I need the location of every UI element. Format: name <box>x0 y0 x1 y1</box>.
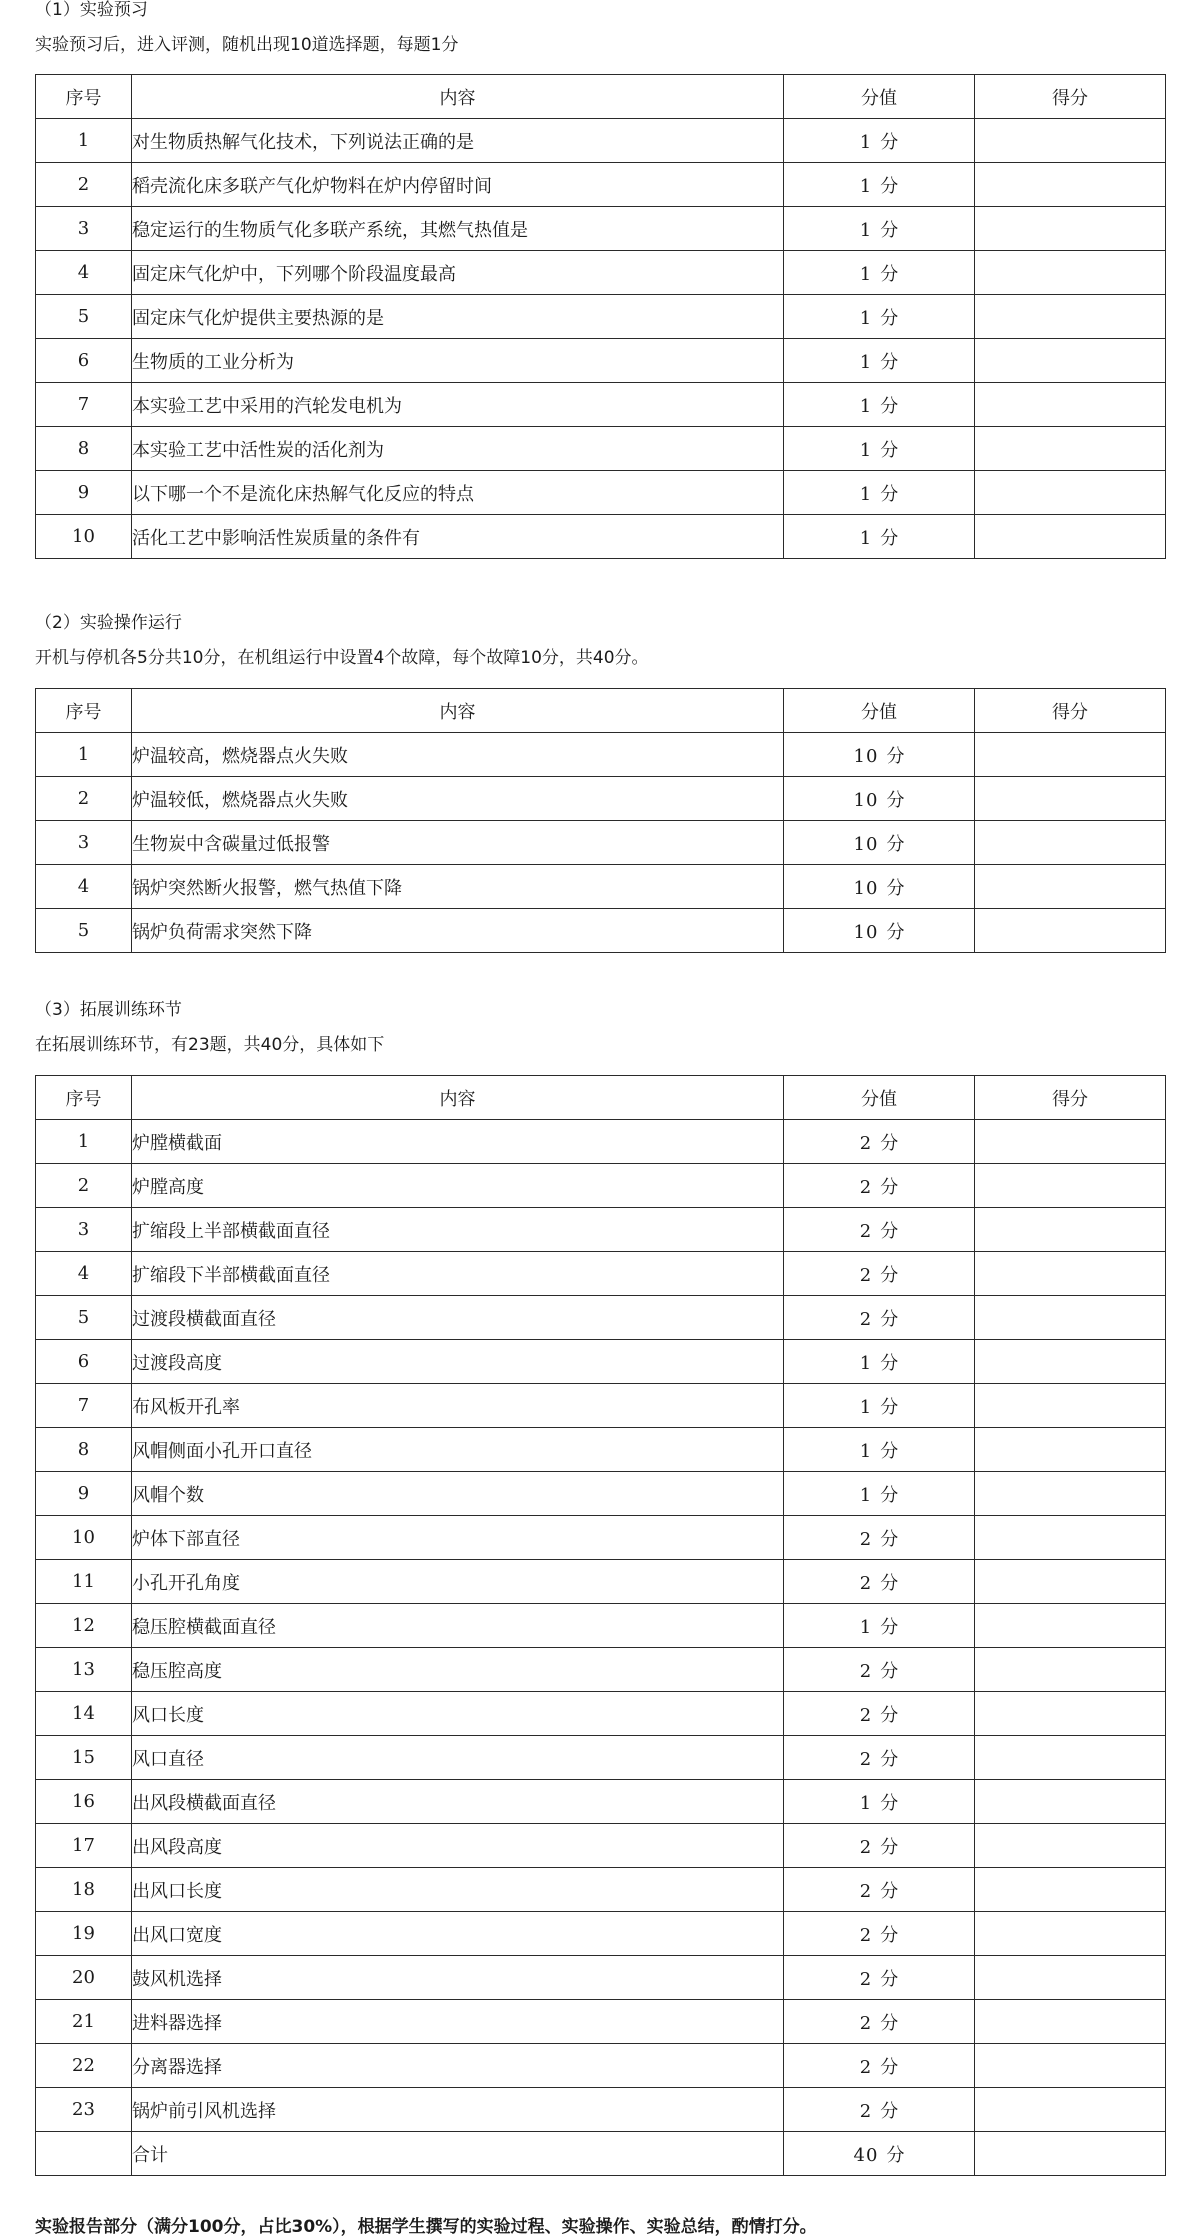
row-score-cell <box>975 471 1166 515</box>
row-value: 10 <box>853 833 879 855</box>
row-content: 对生物质热解气化技术，下列说法正确的是 <box>132 119 784 163</box>
row-unit: 分 <box>880 1308 899 1330</box>
table-row <box>36 1956 1166 2000</box>
table-row <box>36 1296 1166 1340</box>
row-number: 3 <box>36 207 132 251</box>
table-row <box>36 515 1166 559</box>
row-value: 2 <box>859 1572 873 1594</box>
row-value: 1 <box>859 439 873 461</box>
row-unit: 分 <box>880 351 899 373</box>
row-value-cell <box>784 207 975 251</box>
row-value-cell <box>784 1956 975 2000</box>
row-content: 生物质的工业分析为 <box>132 339 784 383</box>
row-unit: 分 <box>880 2100 899 2122</box>
row-number: 11 <box>36 1560 132 1604</box>
row-value-cell <box>784 1648 975 1692</box>
row-value-cell <box>784 865 975 909</box>
row-score-cell <box>975 119 1166 163</box>
row-value: 10 <box>853 921 879 943</box>
row-number: 2 <box>36 777 132 821</box>
section3-table <box>35 1075 1166 2176</box>
table-row <box>36 865 1166 909</box>
row-number: 16 <box>36 1780 132 1824</box>
row-unit: 分 <box>880 1440 899 1462</box>
section1-title: （1）实验预习 <box>35 0 148 20</box>
table-row <box>36 1692 1166 1736</box>
row-value-cell <box>784 1560 975 1604</box>
row-value-cell <box>784 1252 975 1296</box>
table-row <box>36 383 1166 427</box>
table-row <box>36 295 1166 339</box>
header-score: 得分 <box>975 689 1166 733</box>
row-content: 固定床气化炉提供主要热源的是 <box>132 295 784 339</box>
row-value: 1 <box>859 219 873 241</box>
row-content: 稳压腔横截面直径 <box>132 1604 784 1648</box>
row-value-cell <box>784 2088 975 2132</box>
row-content: 锅炉突然断火报警，燃气热值下降 <box>132 865 784 909</box>
row-unit: 分 <box>880 483 899 505</box>
row-score-cell <box>975 1472 1166 1516</box>
row-score-cell <box>975 2000 1166 2044</box>
row-value: 2 <box>859 2100 873 2122</box>
row-value-cell <box>784 383 975 427</box>
section2-description: 开机与停机各5分共10分，在机组运行中设置4个故障，每个故障10分，共40分。 <box>35 648 649 668</box>
row-number: 6 <box>36 1340 132 1384</box>
row-unit: 分 <box>880 307 899 329</box>
row-score-cell <box>975 2088 1166 2132</box>
row-unit: 分 <box>880 439 899 461</box>
row-score-cell <box>975 1648 1166 1692</box>
row-number: 22 <box>36 2044 132 2088</box>
row-number: 4 <box>36 865 132 909</box>
row-unit: 分 <box>880 1396 899 1418</box>
row-value: 2 <box>859 1264 873 1286</box>
report-note: 实验报告部分（满分100分，占比30%），根据学生撰写的实验过程、实验操作、实验总结，酌情打分。 <box>35 2217 817 2237</box>
row-number: 2 <box>36 1164 132 1208</box>
header-score: 得分 <box>975 1076 1166 1120</box>
table-row <box>36 2088 1166 2132</box>
section1-description: 实验预习后，进入评测，随机出现10道选择题，每题1分 <box>35 35 459 55</box>
row-number: 7 <box>36 383 132 427</box>
row-value: 1 <box>859 1616 873 1638</box>
row-content: 分离器选择 <box>132 2044 784 2088</box>
table-row <box>36 1824 1166 1868</box>
section3-description: 在拓展训练环节，有23题，共40分，具体如下 <box>35 1035 385 1055</box>
row-number: 7 <box>36 1384 132 1428</box>
row-value: 2 <box>859 2012 873 2034</box>
table-row <box>36 1120 1166 1164</box>
table-row <box>36 2000 1166 2044</box>
row-content: 风口长度 <box>132 1692 784 1736</box>
row-value: 1 <box>859 483 873 505</box>
row-unit: 分 <box>880 1528 899 1550</box>
row-value: 10 <box>853 789 879 811</box>
row-content: 出风口宽度 <box>132 1912 784 1956</box>
row-content: 活化工艺中影响活性炭质量的条件有 <box>132 515 784 559</box>
row-number: 3 <box>36 821 132 865</box>
row-score-cell <box>975 1296 1166 1340</box>
row-content: 炉膛高度 <box>132 1164 784 1208</box>
row-value-cell <box>784 2044 975 2088</box>
row-content: 稳压腔高度 <box>132 1648 784 1692</box>
row-unit: 分 <box>880 219 899 241</box>
table-row <box>36 1472 1166 1516</box>
row-value-cell <box>784 777 975 821</box>
row-unit: 分 <box>886 833 905 855</box>
table-row <box>36 1516 1166 1560</box>
row-value: 1 <box>859 1396 873 1418</box>
row-score-cell <box>975 1340 1166 1384</box>
row-number: 14 <box>36 1692 132 1736</box>
row-number: 23 <box>36 2088 132 2132</box>
row-score-cell <box>975 1428 1166 1472</box>
row-score-cell <box>975 1120 1166 1164</box>
row-score-cell <box>975 1824 1166 1868</box>
row-score-cell <box>975 1164 1166 1208</box>
row-value: 10 <box>853 745 879 767</box>
table-row <box>36 1736 1166 1780</box>
section3-title: （3）拓展训练环节 <box>35 1000 182 1020</box>
row-value: 2 <box>859 1836 873 1858</box>
table-row <box>36 1252 1166 1296</box>
row-unit: 分 <box>880 1968 899 1990</box>
row-score-cell <box>975 865 1166 909</box>
table-row <box>36 733 1166 777</box>
row-value-cell <box>784 1164 975 1208</box>
row-value-cell <box>784 1428 975 1472</box>
row-value-cell <box>784 119 975 163</box>
row-value: 1 <box>859 1440 873 1462</box>
header-value: 分值 <box>784 1076 975 1120</box>
header-content: 内容 <box>132 1076 784 1120</box>
row-value-cell <box>784 1340 975 1384</box>
table-row <box>36 1780 1166 1824</box>
header-no: 序号 <box>36 1076 132 1120</box>
row-value-cell <box>784 909 975 953</box>
row-value: 1 <box>859 1792 873 1814</box>
row-value: 2 <box>859 1308 873 1330</box>
row-number: 5 <box>36 1296 132 1340</box>
table-row <box>36 163 1166 207</box>
row-value: 1 <box>859 307 873 329</box>
row-score-cell <box>975 251 1166 295</box>
row-value-cell <box>784 2000 975 2044</box>
row-content: 出风段横截面直径 <box>132 1780 784 1824</box>
row-value-cell <box>784 471 975 515</box>
row-value-cell <box>784 339 975 383</box>
row-score-cell <box>975 1912 1166 1956</box>
row-value: 1 <box>859 351 873 373</box>
row-content: 炉体下部直径 <box>132 1516 784 1560</box>
table-row <box>36 1868 1166 1912</box>
row-content: 稳定运行的生物质气化多联产系统，其燃气热值是 <box>132 207 784 251</box>
row-content: 鼓风机选择 <box>132 1956 784 2000</box>
row-score-cell <box>975 515 1166 559</box>
row-unit: 分 <box>880 1616 899 1638</box>
row-score-cell <box>975 1252 1166 1296</box>
row-value-cell <box>784 1692 975 1736</box>
row-unit: 分 <box>886 877 905 899</box>
section1-table <box>35 74 1166 559</box>
row-content: 扩缩段上半部横截面直径 <box>132 1208 784 1252</box>
row-unit: 分 <box>880 527 899 549</box>
total-value: 40 <box>853 2144 879 2166</box>
row-value: 1 <box>859 1484 873 1506</box>
total-score-cell <box>975 2132 1166 2176</box>
row-unit: 分 <box>880 1792 899 1814</box>
row-number: 1 <box>36 1120 132 1164</box>
row-value-cell <box>784 1868 975 1912</box>
row-value-cell <box>784 515 975 559</box>
row-content: 风帽侧面小孔开口直径 <box>132 1428 784 1472</box>
row-content: 炉温较高，燃烧器点火失败 <box>132 733 784 777</box>
row-content: 风口直径 <box>132 1736 784 1780</box>
row-value: 1 <box>859 131 873 153</box>
header-content: 内容 <box>132 689 784 733</box>
row-value-cell <box>784 1472 975 1516</box>
table-row <box>36 119 1166 163</box>
total-value-cell <box>784 2132 975 2176</box>
header-score: 得分 <box>975 75 1166 119</box>
table-header-row <box>36 689 1166 733</box>
table-row <box>36 1604 1166 1648</box>
section2-title: （2）实验操作运行 <box>35 613 182 633</box>
row-value-cell <box>784 251 975 295</box>
row-value: 2 <box>859 1660 873 1682</box>
row-number: 8 <box>36 1428 132 1472</box>
row-unit: 分 <box>880 1484 899 1506</box>
row-unit: 分 <box>880 395 899 417</box>
row-value-cell <box>784 1780 975 1824</box>
row-number: 4 <box>36 251 132 295</box>
row-unit: 分 <box>880 1704 899 1726</box>
row-number: 6 <box>36 339 132 383</box>
row-value-cell <box>784 733 975 777</box>
total-row <box>36 2132 1166 2176</box>
header-value: 分值 <box>784 689 975 733</box>
row-content: 稻壳流化床多联产气化炉物料在炉内停留时间 <box>132 163 784 207</box>
row-content: 锅炉负荷需求突然下降 <box>132 909 784 953</box>
row-score-cell <box>975 777 1166 821</box>
total-unit: 分 <box>886 2144 905 2166</box>
table-row <box>36 2044 1166 2088</box>
row-value: 1 <box>859 175 873 197</box>
row-score-cell <box>975 1956 1166 2000</box>
row-value-cell <box>784 1384 975 1428</box>
row-value: 2 <box>859 1748 873 1770</box>
row-unit: 分 <box>880 1836 899 1858</box>
row-score-cell <box>975 295 1166 339</box>
row-score-cell <box>975 207 1166 251</box>
row-content: 以下哪一个不是流化床热解气化反应的特点 <box>132 471 784 515</box>
row-unit: 分 <box>880 263 899 285</box>
row-value: 2 <box>859 1176 873 1198</box>
row-unit: 分 <box>886 789 905 811</box>
row-value: 2 <box>859 1132 873 1154</box>
row-value-cell <box>784 1208 975 1252</box>
row-number: 20 <box>36 1956 132 2000</box>
row-value-cell <box>784 1824 975 1868</box>
row-value: 2 <box>859 1704 873 1726</box>
row-score-cell <box>975 733 1166 777</box>
row-value-cell <box>784 1296 975 1340</box>
row-score-cell <box>975 1692 1166 1736</box>
row-unit: 分 <box>880 2012 899 2034</box>
row-unit: 分 <box>880 1220 899 1242</box>
total-label: 合计 <box>132 2132 784 2176</box>
row-number: 1 <box>36 119 132 163</box>
row-value-cell <box>784 295 975 339</box>
table-row <box>36 909 1166 953</box>
row-value: 1 <box>859 263 873 285</box>
row-score-cell <box>975 339 1166 383</box>
row-unit: 分 <box>880 1352 899 1374</box>
row-unit: 分 <box>880 131 899 153</box>
row-unit: 分 <box>886 921 905 943</box>
row-score-cell <box>975 1208 1166 1252</box>
row-value: 2 <box>859 1968 873 1990</box>
row-score-cell <box>975 1604 1166 1648</box>
row-unit: 分 <box>880 1880 899 1902</box>
row-value: 2 <box>859 1528 873 1550</box>
row-content: 进料器选择 <box>132 2000 784 2044</box>
row-content: 固定床气化炉中，下列哪个阶段温度最高 <box>132 251 784 295</box>
row-number: 15 <box>36 1736 132 1780</box>
row-content: 本实验工艺中采用的汽轮发电机为 <box>132 383 784 427</box>
row-number: 9 <box>36 471 132 515</box>
row-value-cell <box>784 821 975 865</box>
row-content: 生物炭中含碳量过低报警 <box>132 821 784 865</box>
row-content: 出风段高度 <box>132 1824 784 1868</box>
row-score-cell <box>975 163 1166 207</box>
row-content: 风帽个数 <box>132 1472 784 1516</box>
table-row <box>36 471 1166 515</box>
row-number: 5 <box>36 909 132 953</box>
row-score-cell <box>975 909 1166 953</box>
section2-table <box>35 688 1166 953</box>
row-value: 2 <box>859 1924 873 1946</box>
row-unit: 分 <box>880 175 899 197</box>
row-value: 2 <box>859 1220 873 1242</box>
row-number: 17 <box>36 1824 132 1868</box>
row-content: 布风板开孔率 <box>132 1384 784 1428</box>
row-content: 小孔开孔角度 <box>132 1560 784 1604</box>
table-row <box>36 1340 1166 1384</box>
row-unit: 分 <box>880 1748 899 1770</box>
row-unit: 分 <box>880 1660 899 1682</box>
table-row <box>36 777 1166 821</box>
row-score-cell <box>975 1736 1166 1780</box>
row-content: 炉膛横截面 <box>132 1120 784 1164</box>
header-content: 内容 <box>132 75 784 119</box>
row-value-cell <box>784 163 975 207</box>
row-number: 8 <box>36 427 132 471</box>
row-value: 1 <box>859 395 873 417</box>
row-value-cell <box>784 1120 975 1164</box>
row-score-cell <box>975 383 1166 427</box>
row-score-cell <box>975 821 1166 865</box>
row-number: 10 <box>36 515 132 559</box>
row-unit: 分 <box>880 1176 899 1198</box>
row-unit: 分 <box>880 1264 899 1286</box>
table-header-row <box>36 75 1166 119</box>
row-score-cell <box>975 1560 1166 1604</box>
table-row <box>36 1208 1166 1252</box>
row-number: 10 <box>36 1516 132 1560</box>
row-score-cell <box>975 1384 1166 1428</box>
row-content: 过渡段高度 <box>132 1340 784 1384</box>
table-header-row <box>36 1076 1166 1120</box>
row-value-cell <box>784 427 975 471</box>
row-number: 12 <box>36 1604 132 1648</box>
row-unit: 分 <box>880 1924 899 1946</box>
row-number: 21 <box>36 2000 132 2044</box>
header-no: 序号 <box>36 689 132 733</box>
row-value: 2 <box>859 2056 873 2078</box>
row-content: 炉温较低，燃烧器点火失败 <box>132 777 784 821</box>
row-number: 2 <box>36 163 132 207</box>
row-number: 4 <box>36 1252 132 1296</box>
row-number: 13 <box>36 1648 132 1692</box>
row-score-cell <box>975 2044 1166 2088</box>
table-row <box>36 427 1166 471</box>
row-score-cell <box>975 1516 1166 1560</box>
table-row <box>36 1560 1166 1604</box>
row-unit: 分 <box>880 1132 899 1154</box>
row-value-cell <box>784 1516 975 1560</box>
row-value-cell <box>784 1912 975 1956</box>
table-row <box>36 1912 1166 1956</box>
table-row <box>36 207 1166 251</box>
table-row <box>36 821 1166 865</box>
table-row <box>36 1384 1166 1428</box>
row-value-cell <box>784 1604 975 1648</box>
row-value: 1 <box>859 1352 873 1374</box>
row-value: 10 <box>853 877 879 899</box>
header-no: 序号 <box>36 75 132 119</box>
row-value: 2 <box>859 1880 873 1902</box>
row-number: 3 <box>36 1208 132 1252</box>
row-unit: 分 <box>880 2056 899 2078</box>
row-number: 5 <box>36 295 132 339</box>
table-row <box>36 1428 1166 1472</box>
row-number: 9 <box>36 1472 132 1516</box>
table-row <box>36 339 1166 383</box>
row-number: 1 <box>36 733 132 777</box>
table-row <box>36 1648 1166 1692</box>
row-value-cell <box>784 1736 975 1780</box>
row-content: 出风口长度 <box>132 1868 784 1912</box>
row-content: 本实验工艺中活性炭的活化剂为 <box>132 427 784 471</box>
row-unit: 分 <box>886 745 905 767</box>
row-content: 锅炉前引风机选择 <box>132 2088 784 2132</box>
row-value: 1 <box>859 527 873 549</box>
row-content: 过渡段横截面直径 <box>132 1296 784 1340</box>
row-content: 扩缩段下半部横截面直径 <box>132 1252 784 1296</box>
table-row <box>36 251 1166 295</box>
table-row <box>36 1164 1166 1208</box>
row-number: 18 <box>36 1868 132 1912</box>
row-score-cell <box>975 1868 1166 1912</box>
row-score-cell <box>975 1780 1166 1824</box>
total-no-cell <box>36 2132 132 2176</box>
row-score-cell <box>975 427 1166 471</box>
header-value: 分值 <box>784 75 975 119</box>
row-unit: 分 <box>880 1572 899 1594</box>
row-number: 19 <box>36 1912 132 1956</box>
